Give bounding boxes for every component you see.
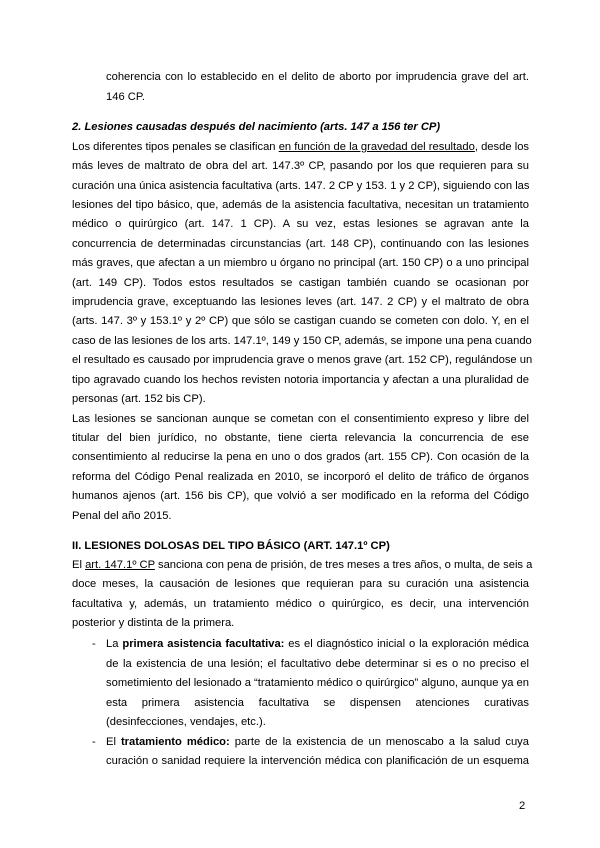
paragraph-line: concurrencia de determinadas circunstancias (art. 148 CP), continuando con las lesiones	[72, 238, 529, 250]
paragraph-line: imprudencia grave, exceptuando las lesiones leves (art. 147. 2 CP) y el maltrato de obra	[72, 296, 529, 308]
paragraph-line: lesiones del tipo básico, que, además de la asistencia facultativa, necesitan un tratamiento	[72, 199, 529, 211]
section-heading: II. LESIONES DOLOSAS DEL TIPO BÁSICO (ART. 147.1º CP)	[72, 540, 390, 552]
list-item-line: esta primera asistencia facultativa se dispensen atenciones curativas	[106, 697, 529, 709]
list-item-line	[106, 735, 529, 749]
text-span: El	[106, 736, 121, 748]
list-item-line: de la existencia de una lesión; el facultativo debe determinar si es o no preciso el	[106, 658, 529, 670]
text-span: La	[106, 638, 123, 650]
text-span: parte de la existencia de un menoscabo a la salud cuya	[229, 736, 529, 748]
paragraph-line: más leves de maltrato de obra del art. 147.3º CP, pasando por los que requieren para su	[72, 160, 529, 172]
paragraph-line	[72, 140, 529, 154]
paragraph-line: reforma del Código Penal realizada en 2010, se incorporó el delito de tráfico de órganos	[72, 471, 529, 483]
paragraph-line: (art. 149 CP). Todos estos resultados se castigan también cuando se ocasionan por	[72, 277, 529, 289]
text-span: El	[72, 559, 86, 571]
paragraph-line: humanos ajenos (art. 156 bis CP), que volvió a ser modificado en la reforma del Código	[72, 490, 529, 502]
paragraph-line: facultativa y, además, un tratamiento médico o quirúrgico, es decir, una intervención	[72, 598, 529, 610]
text-span: sanciona con pena de prisión, de tres meses a tres años, o multa, de seis a	[154, 559, 533, 571]
paragraph-line: curación una única asistencia facultativa (arts. 147. 2 CP y 153. 1 y 2 CP), siguiendo con las	[72, 180, 530, 192]
text-line: 146 CP.	[106, 91, 145, 103]
list-bullet: -	[92, 736, 96, 748]
text-span: es el diagnóstico inicial o la exploración médica	[284, 638, 529, 650]
paragraph-line: Penal del año 2015.	[72, 510, 172, 522]
page-number: 2	[519, 800, 526, 812]
text-span: , desde los	[474, 141, 530, 153]
paragraph-line: caso de las lesiones de los arts. 147.1º, 149 y 150 CP, además, se impone una pena cuando	[72, 335, 532, 347]
paragraph-line: Las lesiones se sancionan aunque se cometan con el consentimiento expreso y libre del	[72, 413, 529, 425]
text-span: Los diferentes tipos penales se clasifican	[72, 141, 279, 153]
paragraph-line	[72, 558, 533, 572]
article-link[interactable]: art. 147.1º CP	[85, 559, 155, 571]
paragraph-line: (arts. 147. 3º y 153.1º y 2º CP) que sólo se castigan cuando se cometen con dolo. Y, en el	[72, 315, 529, 327]
list-item-line: (desinfecciones, vendajes, etc.).	[106, 716, 266, 728]
list-bullet: -	[92, 638, 96, 650]
text-line: coherencia con lo establecido en el delito de aborto por imprudencia grave del art.	[106, 71, 529, 83]
underlined-phrase: en función de la gravedad del resultado	[278, 141, 475, 153]
paragraph-line: médico o quirúrgico (art. 147. 1 CP). A su vez, estas lesiones se agravan ante la	[72, 218, 529, 230]
paragraph-line: doce meses, la causación de lesiones que requieran para su curación una asistencia	[72, 578, 529, 590]
bold-term: primera asistencia facultativa:	[122, 638, 285, 650]
paragraph-line: posterior y distinta de la primera.	[72, 617, 235, 629]
paragraph-line: consentimiento al reducirse la pena en uno o dos grados (art. 155 CP). Con ocasión de la	[72, 451, 529, 463]
bold-term: tratamiento médico:	[120, 736, 230, 748]
list-item-line	[106, 637, 529, 651]
section-heading: 2. Lesiones causadas después del nacimiento (arts. 147 a 156 ter CP)	[72, 121, 441, 133]
paragraph-line: tipo agravado cuando los hechos revisten notoria importancia y afectan a una pluralidad de	[72, 374, 529, 386]
paragraph-line: más graves, que afectan a un miembro u órgano no principal (art. 150 CP) o a uno principal	[72, 257, 529, 269]
paragraph-line: el resultado es causado por imprudencia grave o menos grave (art. 152 CP), regulándose un	[72, 354, 533, 366]
list-item-line: curación o sanidad requiere la intervención médica con planificación de un esquema	[106, 755, 529, 767]
paragraph-line: personas (art. 152 bis CP).	[72, 393, 206, 405]
list-item-line: sometimiento del lesionado a “tratamiento médico o quirúrgico” alguno, aunque ya en	[106, 677, 529, 689]
paragraph-line: titular del bien jurídico, no obstante, tiene cierta relevancia la concurrencia de ese	[72, 432, 529, 444]
